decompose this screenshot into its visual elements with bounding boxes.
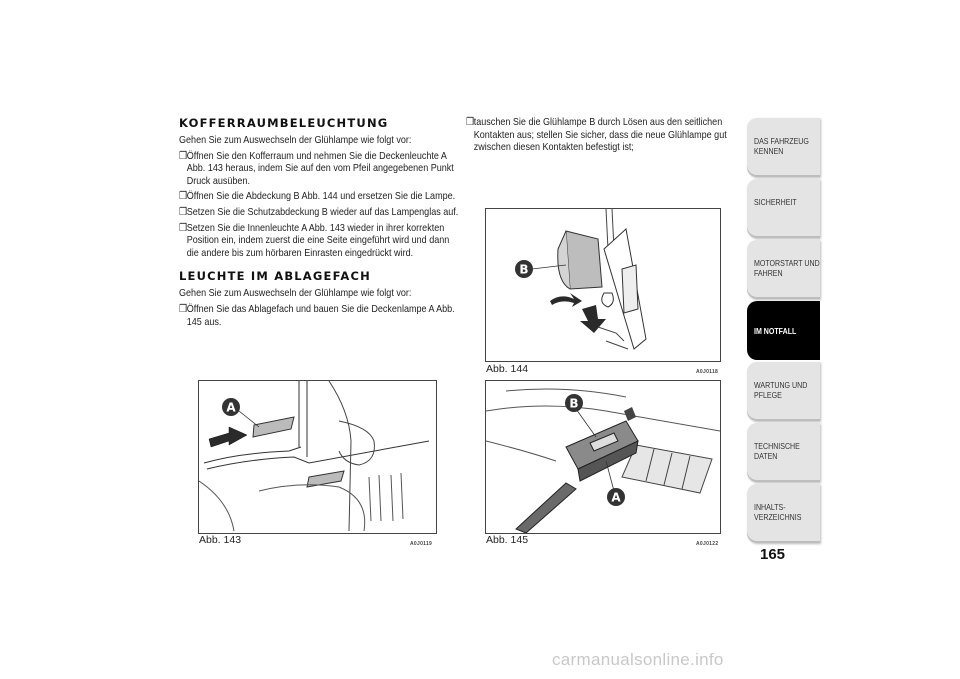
tab-im-notfall[interactable]: IM NOTFALL: [747, 301, 820, 360]
callout-label-b: B: [569, 396, 579, 411]
list-item: ❒Öffnen Sie den Kofferraum und nehmen Sie die Deckenleuchte A Abb. 143 heraus, indem Sie auf den vom Pfeil angegebenen Punkt Druck ausüben.: [179, 149, 454, 187]
figure-145: [485, 380, 721, 534]
list-item: ❒Setzen Sie die Innenleuchte A Abb. 143 wieder in ihrer korrekten Position ein, indem zuerst die eine Seite eingeführt wird und dann die andere bis zum hörbaren Einrasten eingedrückt wird.: [179, 221, 450, 259]
tab-technische-daten[interactable]: TECHNISCHE DATEN: [747, 423, 820, 482]
tab-inhaltsverzeichnis[interactable]: INHALTS- VERZEICHNIS: [747, 484, 820, 543]
bullet-icon: ❒: [179, 149, 188, 162]
callout-label-b: B: [519, 262, 529, 277]
figure-code: A0J0122: [696, 541, 719, 547]
lamp-cover-illustration: [486, 209, 720, 361]
figure-code: A0J0118: [696, 369, 719, 375]
figure-144: [485, 208, 721, 362]
list-item: ❒Öffnen Sie das Ablagefach und bauen Sie die Deckenlampe A Abb. 145 aus.: [179, 302, 455, 328]
trunk-light-illustration: [199, 381, 436, 533]
tab-wartung-und-pflege[interactable]: WARTUNG UND PFLEGE: [747, 362, 820, 421]
callout-label-a: A: [226, 400, 236, 415]
figure-caption: Abb. 143: [199, 534, 242, 546]
bullet-icon: ❒: [179, 221, 188, 234]
bullet-icon: ❒: [466, 116, 475, 128]
list-item: ❒Setzen Sie die Schutzabdeckung B wieder auf das Lampenglas auf.: [179, 205, 459, 218]
glovebox-light-illustration: [486, 381, 720, 533]
figure-caption: Abb. 145: [486, 534, 529, 546]
figure-code: A0J0119: [410, 541, 433, 547]
left-column: [179, 116, 459, 331]
tab-das-fahrzeug-kennen[interactable]: DAS FAHRZEUG KENNEN: [747, 118, 820, 177]
page-number: 165: [760, 546, 786, 563]
intro-text: Gehen Sie zum Auswechseln der Glühlampe wie folgt vor:: [179, 134, 412, 146]
bullet-icon: ❒: [179, 205, 188, 218]
section-heading-leuchte-im-ablagefach: LEUCHTE IM ABLAGEFACH: [179, 269, 371, 284]
tab-sicherheit[interactable]: SICHERHEIT: [747, 179, 820, 238]
bullet-icon: ❒: [179, 302, 188, 315]
figure-caption: Abb. 144: [486, 363, 529, 375]
tab-motorstart-und-fahren[interactable]: MOTORSTART UND FAHREN: [747, 240, 820, 299]
list-item: ❒tauschen Sie die Glühlampe B durch Lösen aus den seitlichen Kontakten aus; stellen Sie sicher, dass die neue Glühlampe gut zwischen diesen Kontakten befestigt ist;: [466, 116, 727, 154]
callout-label-a: A: [611, 490, 621, 505]
list-item: ❒Öffnen Sie die Abdeckung B Abb. 144 und ersetzen Sie die Lampe.: [179, 190, 456, 203]
figure-143: [198, 380, 437, 534]
intro-text: Gehen Sie zum Auswechseln der Glühlampe wie folgt vor:: [179, 287, 412, 300]
bullet-icon: ❒: [179, 190, 188, 203]
right-column: [466, 116, 727, 157]
section-heading-kofferraumbeleuchtung: KOFFERRAUMBELEUCHTUNG: [179, 116, 389, 130]
watermark: carmanualsonline.info: [552, 650, 724, 669]
